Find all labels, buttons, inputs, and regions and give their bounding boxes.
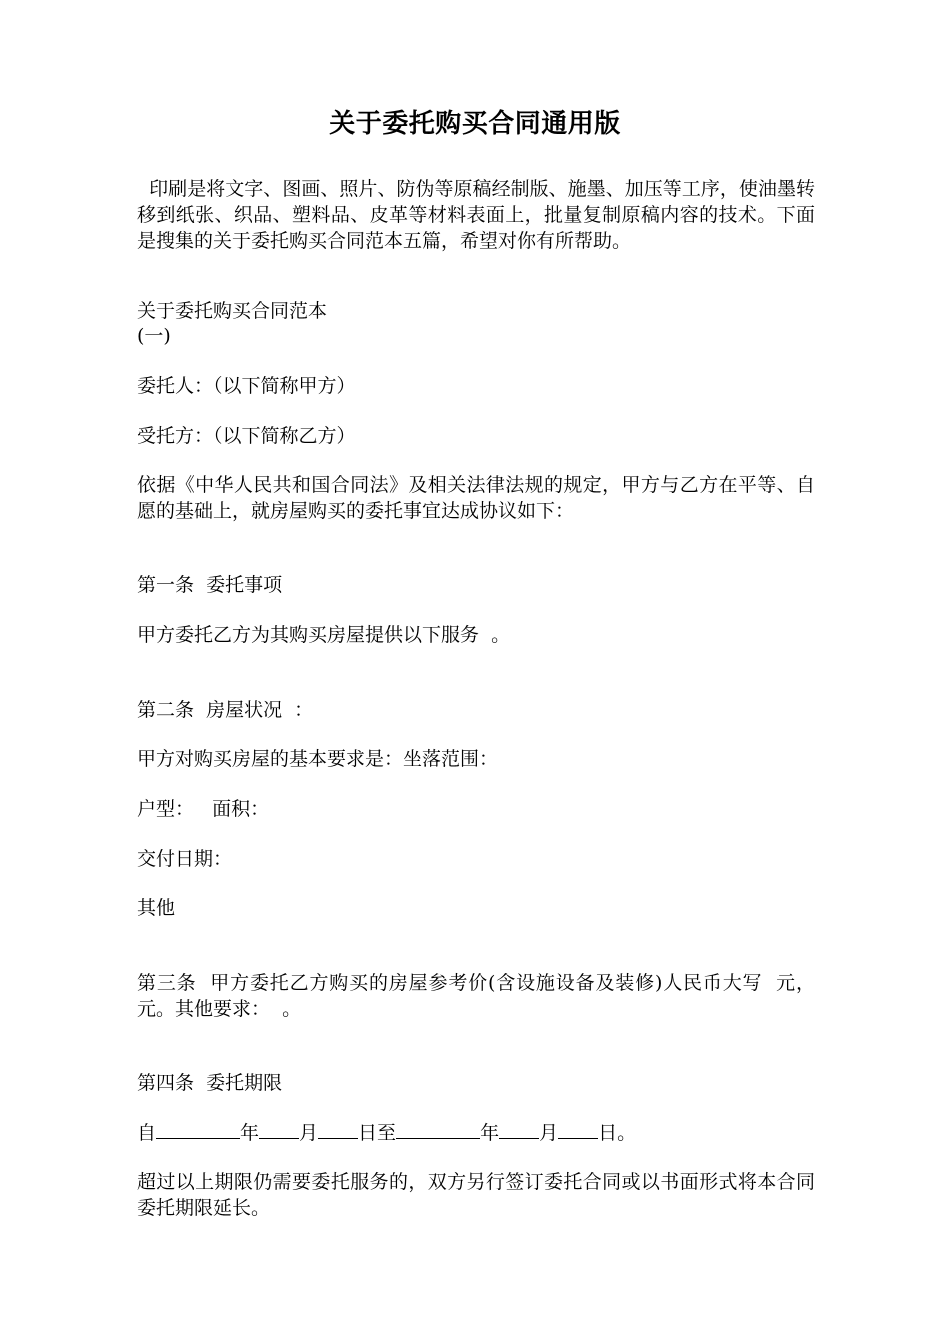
article1-heading: 第一条 委托事项: [137, 574, 283, 596]
end-day-blank[interactable]: [558, 1120, 598, 1139]
article2-requirements: 甲方对购买房屋的基本要求是：坐落范围：: [137, 748, 499, 770]
end-month-blank[interactable]: [499, 1120, 539, 1139]
article4-heading: 第四条 委托期限: [137, 1072, 283, 1094]
article2-other: 其他: [137, 897, 176, 919]
term-from: 自: [137, 1122, 157, 1144]
sample-heading: 关于委托购买合同范本: [137, 300, 328, 322]
end-year-blank[interactable]: [396, 1120, 480, 1139]
article2-layout: 户型： 面积：: [137, 798, 270, 820]
start-month-blank[interactable]: [259, 1120, 299, 1139]
term-month2: 月: [539, 1122, 559, 1144]
article2-heading: 第二条 房屋状况 ：: [137, 699, 314, 721]
article2-delivery: 交付日期：: [137, 848, 233, 870]
term-year2: 年: [480, 1122, 500, 1144]
agent-line: 受托方：（以下简称乙方）: [137, 425, 356, 447]
start-day-blank[interactable]: [318, 1120, 358, 1139]
document-title: 关于委托购买合同通用版: [329, 109, 621, 139]
article1-body: 甲方委托乙方为其购买房屋提供以下服务 。: [137, 624, 511, 646]
sample-number: (一): [137, 325, 171, 347]
term-month1: 月: [299, 1122, 319, 1144]
article3-paragraph: 第三条 甲方委托乙方购买的房屋参考价(含设施设备及装修)人民币大写 元， 元。其他要求： 。: [137, 972, 828, 1020]
principal-line: 委托人：（以下简称甲方）: [137, 375, 356, 397]
term-day2: 日。: [598, 1122, 637, 1144]
article4-extension: 超过以上期限仍需要委托服务的，双方另行签订委托合同或以书面形式将本合同委托期限延长。: [137, 1171, 815, 1219]
start-year-blank[interactable]: [156, 1120, 240, 1139]
preamble-paragraph: 依据《中华人民共和国合同法》及相关法律法规的规定，甲方与乙方在平等、自愿的基础上，就房屋购买的委托事宜达成协议如下：: [137, 474, 815, 522]
term-year1: 年: [240, 1122, 260, 1144]
term-line: [137, 1120, 815, 1146]
term-day1: 日至: [358, 1122, 397, 1144]
intro-paragraph: 印刷是将文字、图画、照片、防伪等原稿经制版、施墨、加压等工序，使油墨转移到纸张、织品、塑料品、皮革等材料表面上，批量复制原稿内容的技术。下面是搜集的关于委托购买合同范本五篇，希望对你有所帮助。: [137, 178, 815, 252]
